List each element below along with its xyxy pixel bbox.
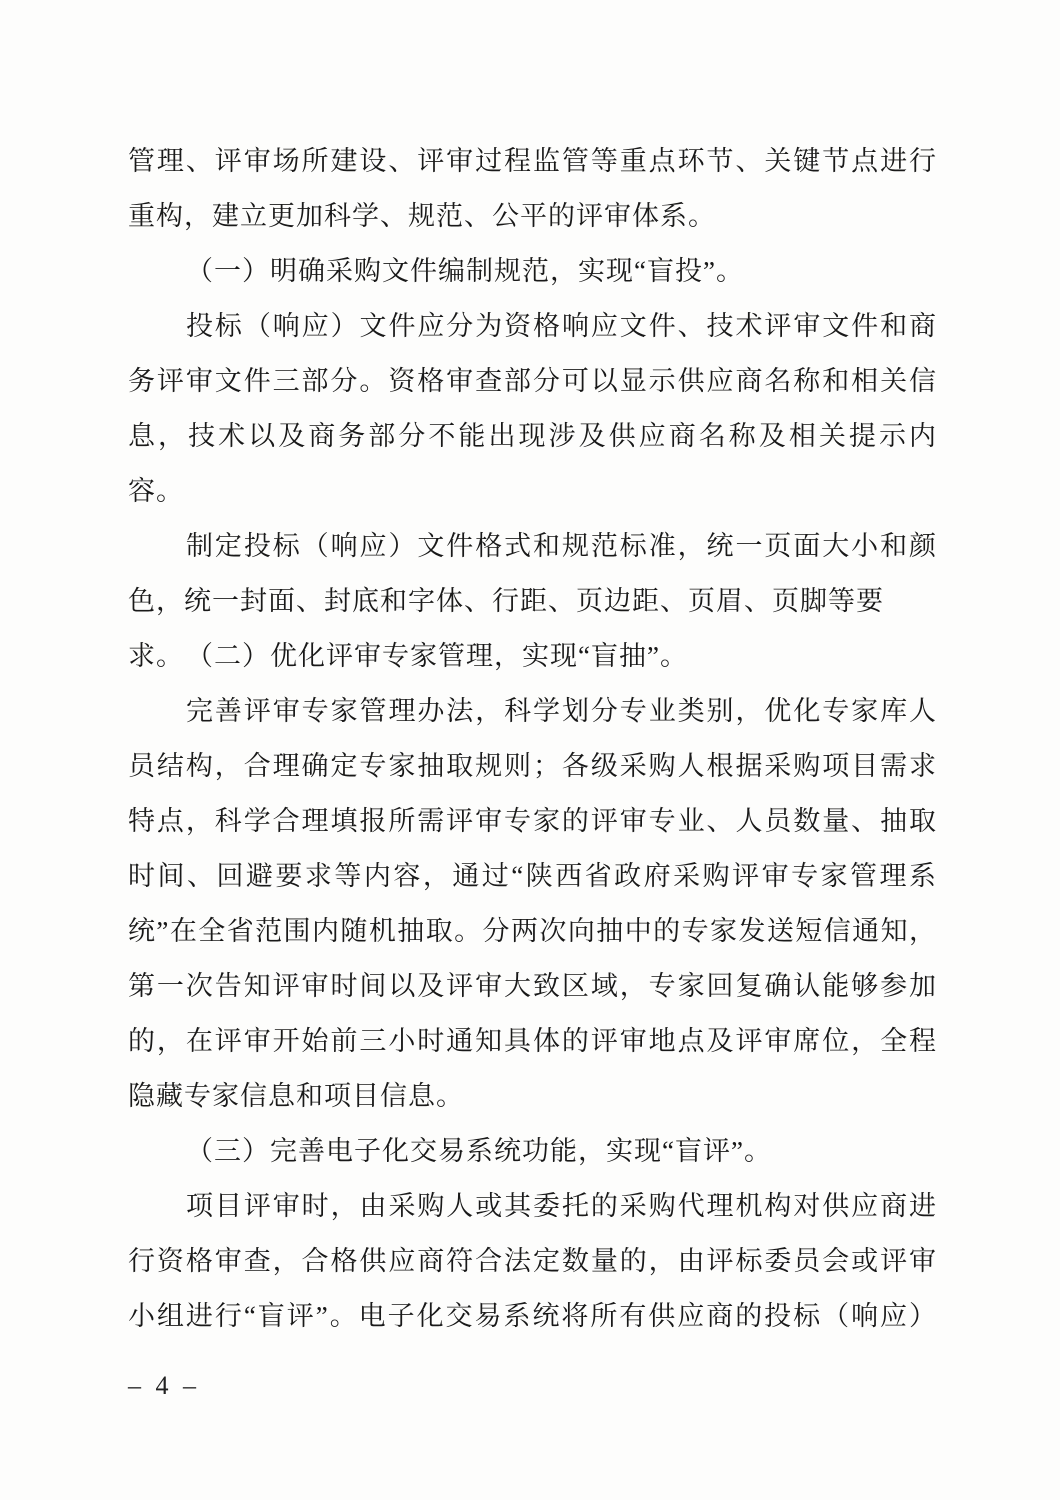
document-line: 管理、评审场所建设、评审过程监管等重点环节、关键节点进行 (128, 146, 936, 176)
document-line: 第一次告知评审时间以及评审大致区域，专家回复确认能够参加 (128, 971, 936, 1001)
page-number: – 4 – (128, 1371, 200, 1400)
document-line: 容。 (128, 476, 184, 506)
document-line: （三）完善电子化交易系统功能，实现“盲评”。 (186, 1136, 772, 1166)
document-line: 特点，科学合理填报所需评审专家的评审专业、人员数量、抽取 (128, 806, 936, 836)
document-line: 务评审文件三部分。资格审查部分可以显示供应商名称和相关信 (128, 366, 936, 396)
document-line: 完善评审专家管理办法，科学划分专业类别，优化专家库人 (186, 696, 936, 726)
document-line: （二）优化评审专家管理，实现“盲抽”。 (186, 641, 688, 671)
document-line: 小组进行“盲评”。电子化交易系统将所有供应商的投标（响应） (128, 1301, 936, 1331)
document-line: 色，统一封面、封底和字体、行距、页边距、页眉、页脚等要求。 (128, 586, 884, 671)
document-line: 项目评审时，由采购人或其委托的采购代理机构对供应商进 (186, 1191, 936, 1221)
document-line: 隐藏专家信息和项目信息。 (128, 1081, 464, 1111)
document-line: 行资格审查，合格供应商符合法定数量的，由评标委员会或评审 (128, 1246, 936, 1276)
document-line: 投标（响应）文件应分为资格响应文件、技术评审文件和商 (186, 311, 936, 341)
document-line: 制定投标（响应）文件格式和规范标准，统一页面大小和颜 (186, 531, 936, 561)
document-line: 员结构，合理确定专家抽取规则；各级采购人根据采购项目需求 (128, 751, 936, 781)
document-line: 息，技术以及商务部分不能出现涉及供应商名称及相关提示内 (128, 421, 936, 451)
document-body (128, 134, 936, 1344)
document-line: 时间、回避要求等内容，通过“陕西省政府采购评审专家管理系 (128, 861, 936, 891)
document-line: （一）明确采购文件编制规范，实现“盲投”。 (186, 256, 744, 286)
document-line: 的，在评审开始前三小时通知具体的评审地点及评审席位，全程 (128, 1026, 936, 1056)
document-line: 重构，建立更加科学、规范、公平的评审体系。 (128, 201, 716, 231)
document-line: 统”在全省范围内随机抽取。分两次向抽中的专家发送短信通知， (128, 916, 936, 946)
